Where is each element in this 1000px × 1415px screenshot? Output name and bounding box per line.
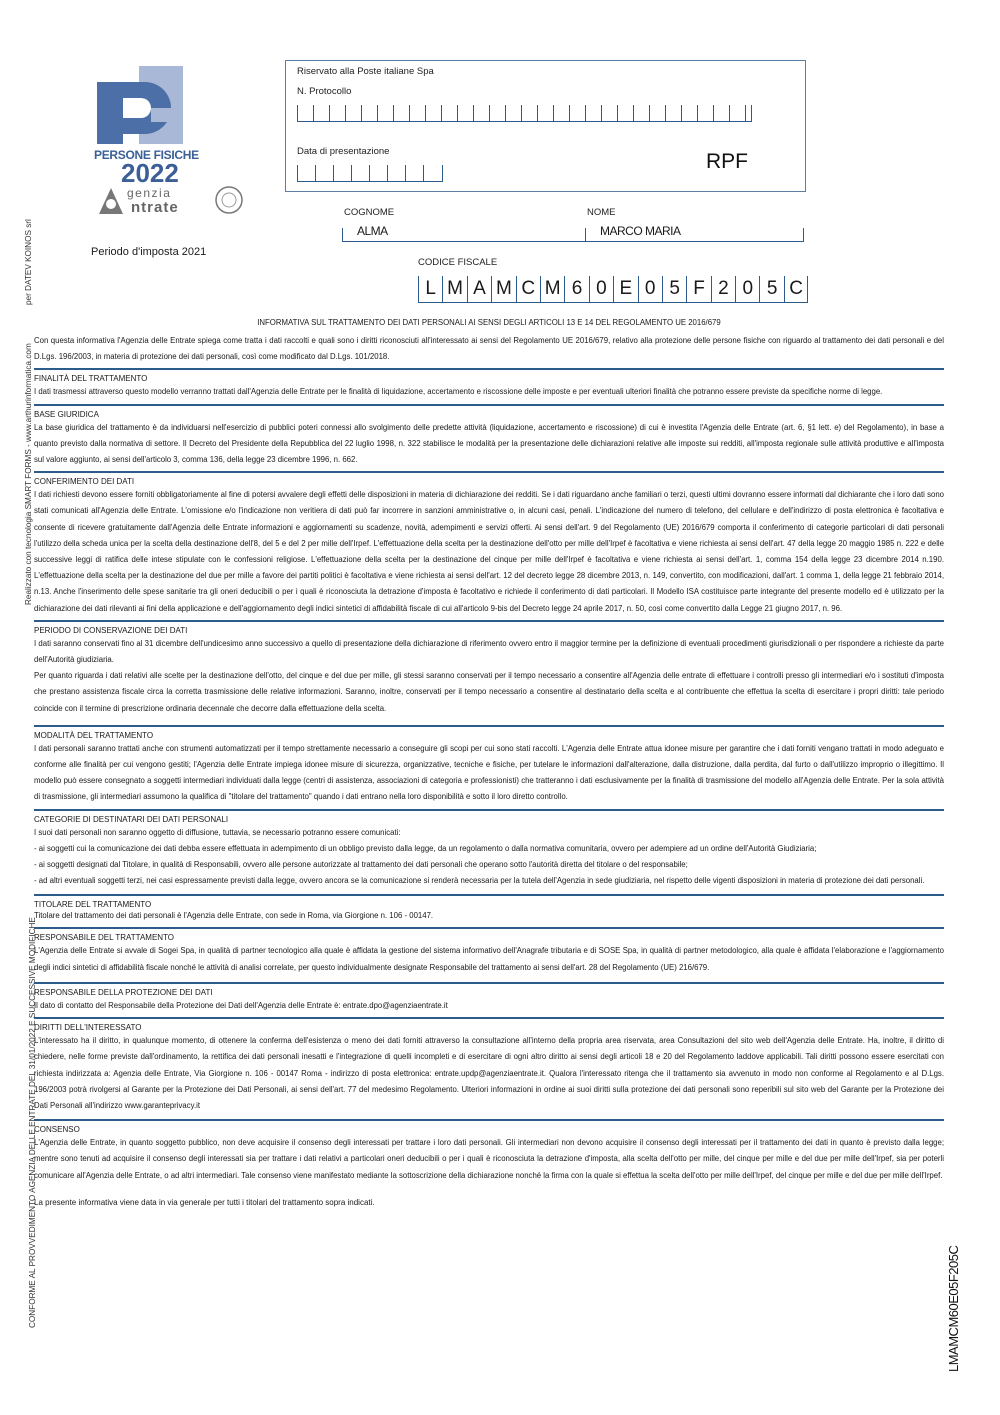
section-text: L'interessato ha il diritto, in qualunque momento, di ottenere la conferma dell'esistenza o meno dei dati forniti attraverso la consultazione all'interno della propria area riservata, area Consultazioni del sito web dell'Agenzia delle Entrate. Ha, inoltre, il diritto di chiedere, nelle forme previste dall'ordinamento, la rettifica dei dati personali inesatti e l'integrazione di quelli incompleti e di esercitare di ogni altro diritto ai sensi degli articoli 18 e 20 del Regolamento laddove applicabili. Tali diritti possono essere esercitati con richiesta indirizzata a: Agenzia delle Entrate, Via Giorgione n. 106 - 00147 Roma - indirizzo di posta elettronica: entrate.updp@agenziaentrate.it. Qualora l'interessato ritenga che il trattamento sia avvenuto in modo non conforme al Regolamento e al D.Lgs. 196/2003 potrà rivolgersi al Garante per la Protezione dei Dati Personali, ai sensi dell'art. 77 del medesimo Regolamento. Ulteriori informazioni in ordine ai suoi diritti sulla protezione dei dati personali sono reperibili sul sito web del Garante per la Protezione dei Dati Personali all'indirizzo www.garanteprivacy.it [34,1036,944,1110]
logo-year: 2022 [121,158,179,188]
cf-char: 0 [589,276,613,302]
name-field[interactable]: MARCO MARIA [600,224,681,238]
section-text: L'Agenzia delle Entrate, in quanto soggetto pubblico, non deve acquisire il consenso degli interessati per trattare i loro dati personali. Gli intermediari non devono acquisire il consenso degli interessati per il trattamento dei dati in quanto è previsto dalla legge; mentre sono tenuti ad acquisire il consenso degli interessati sia per trattare i dati relativi a particolari oneri deducibili o per i quali è riconosciuta la detrazione d'imposta, alla scelta dell'otto per mille, del cinque per mille e del due per mille dell'Irpef, sia per poterli comunicare all'Agenzia delle Entrate, o ad altri intermediari. Tale consenso viene manifestato mediante la sottoscrizione della dichiarazione nonché la firma con la quale si effettua la scelta dell'otto per mille dell'Irpef, del cinque per mille e del due per mille dell'Irpef. [34,1138,944,1180]
section-title: RESPONSABILE DEL TRATTAMENTO [34,927,944,943]
surname-label: COGNOME [344,207,395,218]
side-note-bottom: CONFORME AL PROVVEDIMENTO AGENZIA DELLE ENTRATE DEL 31/01/2022 E SUCCESSIVE MODIFICHE [28,917,37,1328]
section-title: CONSENSO [34,1119,944,1135]
name-fields-line [342,227,804,242]
cf-char: C [516,276,540,302]
section-text: I dati trasmessi attraverso questo modello verranno trattati dall'Agenzia delle Entrate per le finalità di liquidazione, accertamento e riscossione delle imposte e per eventuali ulteriori finalità che potranno essere previste da specifiche norme di legge. [34,387,883,397]
section-title: BASE GIURIDICA [34,404,944,420]
cf-char: 5 [759,276,783,302]
date-label: Data di presentazione [297,146,390,157]
reserved-label: Riservato alla Poste italiane Spa [297,66,434,77]
protocol-field[interactable] [297,105,752,122]
section-text: I dati richiesti devono essere forniti obbligatoriamente al fine di potersi avvalere degli effetti delle disposizioni in materia di dichiarazione dei redditi. Se i dati riguardano anche familiari o terzi, questi ultimi dovranno essere informati dal dichiarante che i loro dati sono stati comunicati all'Agenzia delle Entrate. L'omissione e/o l'indicazione non veritiera di dati può far incorrere in sanzioni amministrative o, in alcuni casi, penali. L'indicazione del numero di telefono, del cellulare e dell'indirizzo di posta elettronica è facoltativa e consente di ricevere gratuitamente dall'Agenzia delle Entrate informazioni e aggiornamenti su scadenze, novità, adempimenti e servizi offerti. Ai sensi dell'art. 9 del Regolamento (UE) 2016/679 comporta il conferimento di categorie particolari di dati personali l'utilizzo della scheda unica per la scelta della destinazione dell'8, del 5 e del 2 per mille dell'Irpef. L'effettuazione della scelta per la destinazione dell'otto per mille dell'Irpef è facoltativa e viene richiesta ai sensi dell'art. 47 della legge 20 maggio 1985 n. 222 e delle successive leggi di ratifica delle intese stipulate con le confessioni religiose. L'effettuazione della scelta per la destinazione del cinque per mille dell'Irpef è facoltativa e viene richiesta ai sensi dell'art. 1, comma 154 della legge 23 dicembre 2014 n.190. L'effettuazione della scelta per la destinazione del due per mille a favore dei partiti politici è facoltativa e viene richiesta ai sensi dell'art. 12 del decreto legge 28 dicembre 2013, n. 149, convertito, con modificazioni, dall'art. 1 comma 1, della legge 21 febbraio 2014, n.13. Anche l'inserimento delle spese sanitarie tra gli oneri deducibili o per i quali è riconosciuta la detrazione d'imposta è facoltativo e richiede il conferimento di dati particolari. Il Modello ISA costituisce parte integrante del presente modello ed è utilizzato per la dichiarazione dei dati rilevanti ai fini della applicazione e dell'aggiornamento degli indici sintetici di affidabilità fiscale di cui all'articolo 9-bis del Decreto legge 24 aprile 2017, n. 50, così come convertito dalla Legge 21 giugno 2017, n. 96. [34,490,944,613]
section-text: - ai soggetti designati dal Titolare, in qualità di Responsabili, ovvero alle persone autorizzate al trattamento dei dati personali che operano sotto l'autorità diretta del titolare o del responsabile; [34,860,688,870]
cf-label: CODICE FISCALE [418,257,498,268]
cf-char: C [784,276,808,302]
tax-period: Periodo d'imposta 2021 [91,246,207,258]
side-fiscal-code: LMAMCM60E05F205C [946,1245,961,1372]
cf-char: L [418,276,442,302]
pf-logo [93,64,253,224]
cf-char: M [491,276,515,302]
side-note-top: per DATEV KOINOS srl [24,219,33,305]
cf-char: 0 [735,276,759,302]
section-text: I suoi dati personali non saranno oggetto di diffusione, tuttavia, se necessario potranno essere comunicati: [34,827,401,837]
protocol-label: N. Protocollo [297,86,352,97]
informativa-body [34,333,944,1207]
cf-field[interactable] [418,276,808,303]
cf-char: M [442,276,466,302]
model-code: RPF [706,150,748,173]
date-field[interactable] [297,165,443,182]
section-title: MODALITÀ DEL TRATTAMENTO [34,725,944,741]
section-text: I dati saranno conservati fino al 31 dicembre dell'undicesimo anno successivo a quello di presentazione della dichiarazione di riferimento ovvero entro il maggior termine per la definizione di eventuali procedimenti giurisdizionali o per rispondere a richieste da parte dell'Autorità giudiziaria. [34,638,944,665]
cf-char: E [613,276,637,302]
section-text: - ad altri eventuali soggetti terzi, nei casi espressamente previsti dalla legge, ovvero ancora se la comunicazione si renderà necessaria per la tutela dell'Agenzia in sede giudiziaria, nel rispetto delle vigenti disposizioni in materia di protezione dei dati personali. [34,876,925,886]
name-label: NOME [587,207,616,218]
cf-char: 0 [638,276,662,302]
logo-brand-line: PERSONE FISICHE [94,148,199,162]
section-title: RESPONSABILE DELLA PROTEZIONE DEI DATI [34,982,944,998]
logo-agency-line1: genzia [127,186,172,200]
section-text: Titolare del trattamento dei dati personali è l'Agenzia delle Entrate, con sede in Roma, via Giorgione n. 106 - 00147. [34,911,434,921]
logo-agency-line2: ntrate [131,199,179,216]
cf-char: F [686,276,710,302]
section-text: La base giuridica del trattamento è da individuarsi nell'esercizio di pubblici poteri connessi allo svolgimento delle predette attività (liquidazione, accertamento e riscossione) di cui è investita l'Agenzia delle Entrate (art. 6, §1 lett. e) del Regolamento), in base a quanto previsto dalla normativa di settore. Il Decreto del Presidente della Repubblica del 22 luglio 1998, n. 322 stabilisce le modalità per la presentazione delle dichiarazioni relative alle imposte sui redditi, all'imposta regionale sulle attività produttive e all'imposta sul valore aggiunto, ai sensi dell'articolo 3, comma 136, della legge 23 dicembre 1996, n. 662. [34,422,944,465]
surname-field[interactable]: ALMA [357,224,388,238]
section-title: TITOLARE DEL TRATTAMENTO [34,894,944,910]
section-text: I dati personali saranno trattati anche con strumenti automatizzati per il tempo strettamente necessario a conseguire gli scopi per cui sono stati raccolti. L'Agenzia delle Entrate attua idonee misure per garantire che i dati forniti vengano trattati in modo adeguato e conforme alle finalità per cui vengono gestiti; l'Agenzia delle Entrate impiega idonee misure di sicurezza, organizzative, tecniche e fisiche, per tutelare le informazioni dall'alterazione, dalla distruzione, dalla perdita, dal furto o dall'utilizzo improprio o illegittimo. Il modello può essere consegnato a soggetti intermediari individuati dalla legge (centri di assistenza, associazioni di categoria e professionisti) che tratteranno i dati esclusivamente per la finalità di trasmissione del modello all'Agenzia delle Entrate. Per la sola attività di trasmissione, gli intermediari assumono la qualifica di "titolare del trattamento" quando i dati entrano nella loro disponibilità e sotto il loro diretto controllo. [34,743,944,802]
section-title: FINALITÀ DEL TRATTAMENTO [34,368,944,384]
section-title: CONFERIMENTO DEI DATI [34,471,944,487]
cf-char: A [467,276,491,302]
section-title: CATEGORIE DI DESTINATARI DEI DATI PERSONALI [34,809,944,825]
section-text: Per quanto riguarda i dati relativi alle scelte per la destinazione dell'otto, del cinque e del due per mille, gli stessi saranno conservati per il tempo necessario a consentire all'Agenzia delle entrate di effettuare i controlli presso gli intermediari e/o i sostituti d'imposta che prestano assistenza fiscale circa la corretta trasmissione delle relative informazioni. Saranno, inoltre, conservati per il tempo necessario a consentire al destinatario della scelta e al contribuente che effettua la scelta di esercitare i propri diritti: tale periodo coincide con il termine di prescrizione ordinaria decennale che decorre dalla effettuazione della scelta. [34,671,944,713]
section-title: PERIODO DI CONSERVAZIONE DEI DATI [34,620,944,636]
cf-char: M [540,276,564,302]
section-title: DIRITTI DELL'INTERESSATO [34,1017,944,1033]
closing-note: La presente informativa viene data in via generale per tutti i titolari del trattamento sopra indicati. [34,1197,375,1207]
side-note-mid: Realizzato con tecnologia SMART FORMS - www.arthurinformatica.com [24,343,33,605]
cf-char: 5 [662,276,686,302]
cf-char: 2 [711,276,735,302]
informativa-title: INFORMATIVA SUL TRATTAMENTO DEI DATI PERSONALI AI SENSI DEGLI ARTICOLI 13 E 14 DEL REGOLAMENTO UE 2016/679 [257,318,721,327]
section-text: L'Agenzia delle Entrate si avvale di Sogei Spa, in qualità di partner tecnologico alla quale è affidata la gestione del sistema informativo dell'Anagrafe tributaria e di SOSE Spa, in qualità di partner metodologico, alla quale è affidata l'elaborazione e l'aggiornamento degli indici sintetici di affidabilità fiscale nonché le attività di analisi correlate, per questo individualmente designate Responsabile del trattamento ai sensi dell'art. 28 del Regolamento (UE) 216/679. [34,946,944,972]
intro-text: Con questa informativa l'Agenzia delle Entrate spiega come tratta i dati raccolti e quali sono i diritti riconosciuti all'interessato ai sensi del Regolamento UE 2016/679, relativo alla protezione delle persone fisiche con riguardo al trattamento dei dati personali e del D.Lgs. 196/2003, in materia di protezione dei dati personali, così come modificato dal D.Lgs. 101/2018. [34,336,944,362]
cf-char: 6 [564,276,588,302]
section-text: - ai soggetti cui la comunicazione dei dati debba essere effettuata in adempimento di un obbligo previsto dalla legge, da un regolamento o dalla normativa comunitaria, ovvero per adempiere ad un ordine dell'Autorità Giudiziaria; [34,843,817,853]
section-text: Il dato di contatto del Responsabile della Protezione dei Dati dell'Agenzia delle Entrate è: entrate.dpo@agenziaentrate.it [34,1000,448,1010]
